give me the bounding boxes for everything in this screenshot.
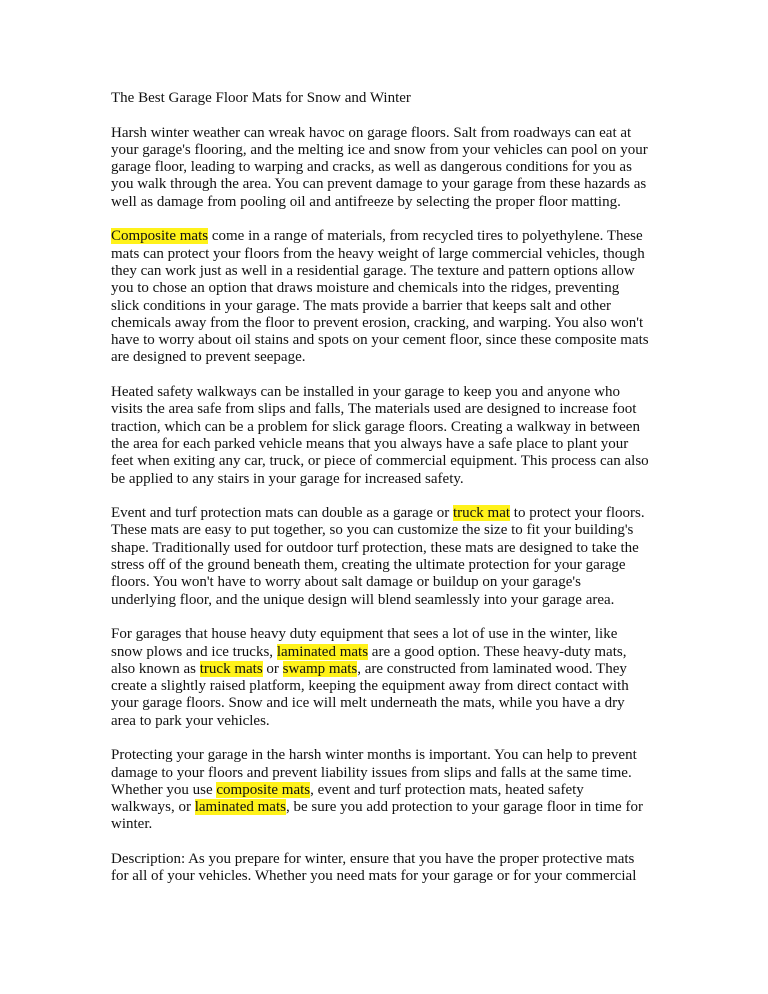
text-line [111, 453, 671, 470]
text-line [111, 125, 671, 142]
text-segment: the area for each parked vehicle means that you always have a safe place to plant your [111, 435, 629, 452]
text-line [111, 868, 671, 885]
text-segment: or [262, 660, 283, 677]
text-segment: Protecting your garage in the harsh winter months is important. You can help to prevent [111, 747, 637, 764]
text-line [111, 505, 671, 522]
paragraph [111, 626, 671, 730]
text-line [111, 471, 671, 488]
text-line [111, 695, 671, 712]
text-line [111, 747, 671, 764]
text-line [111, 713, 671, 730]
text-segment: they can work just as well in a residential garage. The texture and pattern options allow [111, 262, 635, 279]
text-segment: For garages that house heavy duty equipment that sees a lot of use in the winter, like [111, 626, 618, 643]
text-segment: well as damage from pooling oil and antifreeze by selecting the proper floor matting. [111, 193, 621, 210]
text-segment: traction, which can be a problem for slick garage floors. Creating a walkway in between [111, 418, 640, 435]
text-line [111, 280, 671, 297]
text-segment: winter. [111, 816, 153, 833]
document-title [111, 90, 671, 107]
highlighted-keyword: composite mats [216, 781, 311, 798]
text-line [111, 592, 671, 609]
text-segment: come in a range of materials, from recycled tires to polyethylene. These [208, 228, 643, 245]
text-segment: , be sure you add protection to your garage floor in time for [285, 799, 643, 816]
text-segment: slick conditions in your garage. The mats provide a barrier that keeps salt and other [111, 297, 611, 314]
text-line [111, 557, 671, 574]
text-line [111, 626, 671, 643]
text-line [111, 574, 671, 591]
text-line [111, 799, 671, 816]
paragraph [111, 228, 671, 366]
text-segment: for all of your vehicles. Whether you need mats for your garage or for your commercial [111, 868, 637, 885]
text-segment: you walk through the area. You can prevent damage to your garage from these hazards as [111, 176, 647, 193]
highlighted-keyword: truck mat [452, 505, 511, 522]
text-line [111, 332, 671, 349]
text-segment: chemicals away from the floor to prevent erosion, cracking, and warping. You also won't [111, 314, 644, 331]
text-segment: stress off of the ground beneath them, creating the ultimate protection for your garage [111, 557, 626, 574]
text-segment: snow plows and ice trucks, [111, 643, 277, 660]
text-line [111, 159, 671, 176]
text-line [111, 419, 671, 436]
text-line [111, 349, 671, 366]
text-segment: your garage floors. Snow and ice will melt underneath the mats, while you have a dry [111, 695, 625, 712]
text-segment: Harsh winter weather can wreak havoc on garage floors. Salt from roadways can eat at [111, 124, 632, 141]
paragraph [111, 851, 671, 886]
text-line [111, 263, 671, 280]
text-line [111, 246, 671, 263]
text-segment: are designed to prevent seepage. [111, 349, 306, 366]
text-segment: also known as [111, 660, 200, 677]
text-segment: be applied to any stairs in your garage for increased safety. [111, 470, 464, 487]
highlighted-keyword: swamp mats [282, 660, 358, 677]
text-line [111, 142, 671, 159]
text-line [111, 816, 671, 833]
text-segment: floors. You won't have to worry about salt damage or buildup on your garage's [111, 574, 581, 591]
text-segment: Heated safety walkways can be installed in your garage to keep you and anyone who [111, 384, 620, 401]
text-line [111, 401, 671, 418]
text-line [111, 194, 671, 211]
text-segment: walkways, or [111, 799, 195, 816]
text-line [111, 298, 671, 315]
highlighted-keyword: laminated mats [276, 643, 369, 660]
text-line [111, 228, 671, 245]
text-segment: The Best Garage Floor Mats for Snow and Winter [111, 90, 411, 106]
text-line [111, 644, 671, 661]
text-line [111, 661, 671, 678]
text-segment: underlying floor, and the unique design will blend seamlessly into your garage area. [111, 591, 615, 608]
document-page [111, 90, 671, 903]
paragraph [111, 505, 671, 609]
paragraph [111, 125, 671, 211]
text-segment: your garage's flooring, and the melting ice and snow from your vehicles can pool on your [111, 141, 648, 158]
text-segment: are a good option. These heavy-duty mats, [368, 643, 627, 660]
text-segment: damage to your floors and prevent liability issues from slips and falls at the same time. [111, 764, 632, 781]
text-segment: , are constructed from laminated wood. They [357, 660, 627, 677]
text-segment: mats can protect your floors from the heavy weight of large commercial vehicles, though [111, 245, 645, 262]
text-segment: area to park your vehicles. [111, 712, 270, 729]
paragraph [111, 384, 671, 488]
text-segment: have to worry about oil stains and spots on your cement floor, since these composite mats [111, 332, 649, 349]
text-segment: Event and turf protection mats can double as a garage or [111, 505, 453, 522]
text-segment: shape. Traditionally used for outdoor turf protection, these mats are designed to take the [111, 539, 639, 556]
text-segment: create a slightly raised platform, keeping the equipment away from direct contact with [111, 678, 629, 695]
highlighted-keyword: Composite mats [111, 228, 209, 245]
text-line [111, 522, 671, 539]
text-segment: These mats are easy to put together, so you can customize the size to fit your building's [111, 522, 634, 539]
text-line [111, 782, 671, 799]
text-line [111, 851, 671, 868]
text-line [111, 315, 671, 332]
text-line [111, 176, 671, 193]
text-line [111, 90, 671, 107]
text-segment: visits the area safe from slips and falls, The materials used are designed to increase foot [111, 401, 637, 418]
highlighted-keyword: laminated mats [194, 799, 286, 816]
text-segment: Description: As you prepare for winter, ensure that you have the proper protective mats [111, 851, 635, 868]
text-segment: Whether you use [111, 781, 217, 798]
highlighted-keyword: truck mats [199, 660, 263, 677]
text-line [111, 678, 671, 695]
text-segment: , event and turf protection mats, heated safety [310, 781, 584, 798]
text-line [111, 540, 671, 557]
text-line [111, 384, 671, 401]
text-line [111, 765, 671, 782]
text-segment: to protect your floors. [510, 505, 645, 522]
text-segment: you to chose an option that draws moisture and chemicals into the ridges, preventing [111, 280, 620, 297]
text-line [111, 436, 671, 453]
text-segment: garage floor, leading to warping and cracks, as well as dangerous conditions for you as [111, 159, 632, 176]
text-segment: feet when exiting any car, truck, or piece of commercial equipment. This process can also [111, 453, 649, 470]
paragraph [111, 747, 671, 833]
